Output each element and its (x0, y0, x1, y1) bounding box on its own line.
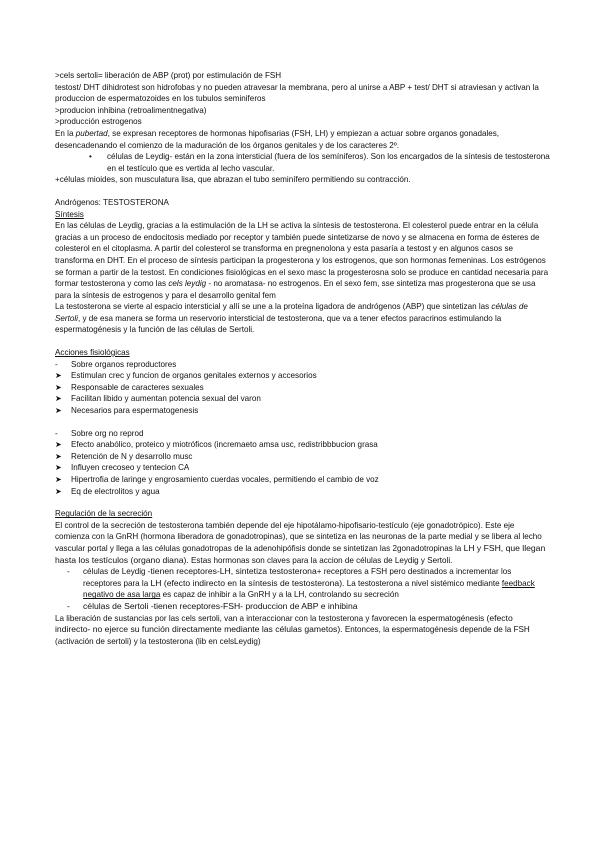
sertoli-regulation-item: - células de Sertoli -tienen receptores-FSH- produccion de ABP e inhibina (67, 600, 358, 611)
no-reprod-list (55, 439, 550, 497)
mioides-line: +células mioides, son musculatura lisa, que abrazan el tubo seminífero permitiendo su contracción. (55, 175, 411, 185)
pubertad-paragraph: En la pubertad, se expresan receptores de hormonas hipofisarias (FSH, LH) y empiezan a actuar sobre organos gonadales, desencadenando el comienzo de la maduración de los órganos genitales y de los caracteres 2º. (55, 128, 500, 150)
arrow-bullet-icon: ➤ (55, 394, 62, 404)
bullet-mark: • (89, 152, 92, 162)
arrow-bullet-icon: ➤ (55, 406, 62, 416)
espermatogenesis-paragraph: La liberación de sustancias por las cels sertoli, van a interaccionar con la testosterona y favorecen la espermatogénesis (efecto indirecto- no ejerce su función directamente mediante las células gametos). Entonces, la espermatogénesis depende de la FSH (activación de sertoli) y la testosterona (lib en celsLeydig) (55, 612, 530, 646)
group-no-reprod-title: - Sobre org no reprod (55, 428, 144, 438)
acciones-heading: Acciones fisiológicas (55, 348, 130, 358)
arrow-bullet-icon: ➤ (55, 371, 62, 381)
arrow-bullet-icon: ➤ (55, 382, 62, 392)
leydig-bullet: • células de Leydig- están en la zona intersticial (fuera de los semíniferos). Son los encargados de la síntesis de testosterona en el testículo que es vertida al lecho vascular. (89, 152, 550, 173)
arrow-bullet-icon: ➤ (55, 440, 62, 450)
abp-paragraph: La testosterona se vierte al espacio intersticial y allí se une a la proteína ligadora de andrógenos (ABP) que sintetizan las células de Sertoli, y de esa manera se forma un reservorio intersticial de testosterona, que va a tener efectos paracrinos estimulando la espermatogénesis y la función de las células de Sertoli. (55, 302, 528, 335)
sertoli-abp-line: >cels sertoli= liberación de ABP (prot) por estimulación de FSH (55, 71, 282, 80)
document-page (55, 70, 550, 647)
sintesis-subheading: Síntesis (55, 209, 84, 219)
list-item: ➤ Necesarios para espermatogenesis (55, 406, 199, 416)
list-item: ➤ Influyen crecoseo y tentecion CA (55, 463, 190, 473)
regulacion-heading: Regulación de la secreción (55, 509, 153, 519)
list-item: ➤ Facilitan libido y aumentan potencia sexual del varon (55, 394, 261, 404)
list-item: ➤ Responsable de caracteres sexuales (55, 382, 204, 392)
list-item: ➤ Estimulan crec y funcion de organos genitales externos y accesorios (55, 371, 317, 381)
arrow-bullet-icon: ➤ (55, 475, 62, 484)
arrow-bullet-icon: ➤ (55, 463, 62, 473)
androgenos-heading: Andrógenos: TESTOSTERONA (55, 197, 169, 207)
reproductores-list (55, 370, 550, 416)
arrow-bullet-icon: ➤ (55, 486, 62, 496)
list-item: ➤ Retención de N y desarrollo musc (55, 451, 193, 461)
estrogenos-line: >producción estrogenos (55, 117, 142, 127)
list-item: ➤ Eq de electrolitos y agua (55, 486, 160, 496)
arrow-bullet-icon: ➤ (55, 451, 62, 461)
inhibina-line: >producion inhibina (retroalimentnegativa) (55, 105, 207, 115)
sintesis-paragraph: En las células de Leydig, gracias a la estimulación de la LH se activa la síntesis de testosterona. El colesterol puede entrar en la célula gracias a un proceso de endocitosis mediado por receptor y también puede sintetizarse de novo y se almacena en forma de ésteres de colesterol en el citoplasma. A partir del colesterol se transforma en pregnenolona y esta pasaría a testost y en algunos casos se transforma en DHT. En el proceso de síntesis participan la progesterona y los estrogenos, que son hormonas femeninas. Los estrógenos se forman a partir de la testost. En condiciones fisiológicas en el sexo masc la progesterosna solo se produce en cantidad necesaria para formar testosterona y como las cels leydig - no aromatasa- no estrogenos. En el sexo fem, sse sintetiza mas progesterona que se usa para la síntesis de estrogenos y para el desarrollo genital fem (55, 221, 549, 300)
dht-paragraph: testost/ DHT dihidrotest son hidrofobas y no pueden atravesar la membrana, pero al unirse a ABP + test/ DHT si atraviesan y activan la produccion de espermatozoides en los tubulos seminiferos (55, 82, 539, 104)
list-item: ➤ Efecto anabólico, proteico y miotróficos (incremaeto amsa usc, redistribbbucion grasa (55, 440, 378, 450)
eje-paragraph: El control de la secreción de testosterona también depende del eje hipotálamo-hipofisario-testículo (eje gonadotrópico). Este eje comienza con la GnRH (hormona liberadora de gonadotropinas), que se sintetiza en las neuronas de la parte medial y se libera al lecho vascular portal y llega a las células gonadotropas de la adenohipófisis donde se sintetizan las 2gonadotropinas la LH y FSH, que llegan hasta los testículos (organo diana). Estas hormonas son claves para la accion de células de Leydig y Sertoli. (55, 520, 546, 565)
leydig-regulation-item: - células de Leydig -tienen receptores-LH, sintetiza testosterona+ receptores a FSH pero destinados a incrementar los receptores para la LH (efecto indirecto en la síntesis de testosterona). La testosterona a nivel sistémico mediante feedback negativo de asa larga es capaz de inhibir a la GnRH y a la LH, controlando su secreción (67, 566, 535, 600)
list-item: ➤ Hipertrofia de laringe y engrosamiento cuerdas vocales, permitiendo el cambio de voz (55, 475, 379, 484)
group-reproductores-title: - Sobre organos reproductores (55, 359, 177, 369)
